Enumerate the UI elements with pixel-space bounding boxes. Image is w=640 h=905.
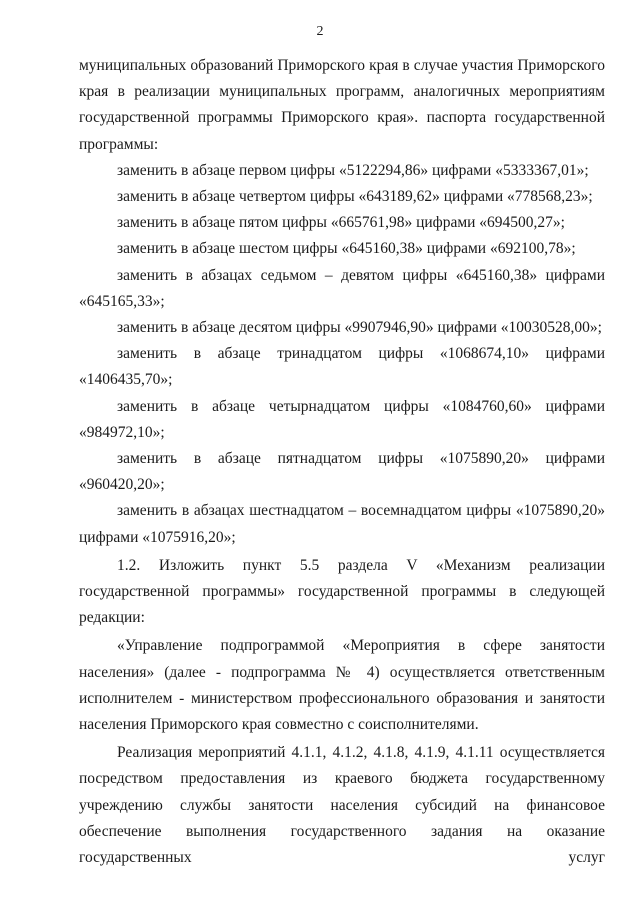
paragraph: Реализация мероприятий 4.1.1, 4.1.2, 4.1.8, 4.1.9, 4.1.11 осуществляется посредством предоставления из краевого бюджета государственному учреждению службы занятости населения субсидий на финансовое обеспечение выполнения государственного задания на оказание государственных услуг [79,744,605,867]
paragraph: заменить в абзаце шестом цифры «645160,38» цифрами «692100,78»; [117,240,576,258]
paragraph: заменить в абзаце тринадцатом цифры «1068674,10» цифрами «1406435,70»; [79,345,605,389]
paragraph: заменить в абзаце четырнадцатом цифры «1084760,60» цифрами «984972,10»; [79,397,605,441]
page-number: 2 [316,24,324,39]
paragraph: заменить в абзаце четвертом цифры «643189,62» цифрами «778568,23»; [117,188,593,206]
paragraph: заменить в абзаце десятом цифры «9907946,90» цифрами «10030528,00»; [117,319,602,337]
paragraph: заменить в абзаце первом цифры «5122294,86» цифрами «5333367,01»; [117,161,589,179]
paragraph: заменить в абзаце пятнадцатом цифры «1075890,20» цифрами «960420,20»; [79,450,605,494]
paragraph: заменить в абзаце пятом цифры «665761,98» цифрами «694500,27»; [117,214,565,232]
document-body [79,53,605,871]
paragraph: 1.2. Изложить пункт 5.5 раздела V «Механизм реализации государственной программы» государственной программы в следующей редакции: [79,556,605,627]
paragraph: «Управление подпрограммой «Мероприятия в сфере занятости населения» (далее - подпрограмма № 4) осуществляется ответственным исполнителем - министерством профессионального образования и занятости населения Приморского края совместно с соисполнителями. [79,637,605,734]
paragraph: муниципальных образований Приморского края в случае участия Приморского края в реализации муниципальных программ, аналогичных мероприятиям государственной программы Приморского края». паспорта государственной программы: [79,57,605,153]
paragraph: заменить в абзацах седьмом – девятом цифры «645160,38» цифрами «645165,33»; [79,266,605,310]
paragraph: заменить в абзацах шестнадцатом – восемнадцатом цифры «1075890,20» цифрами «1075916,20»; [79,502,605,546]
